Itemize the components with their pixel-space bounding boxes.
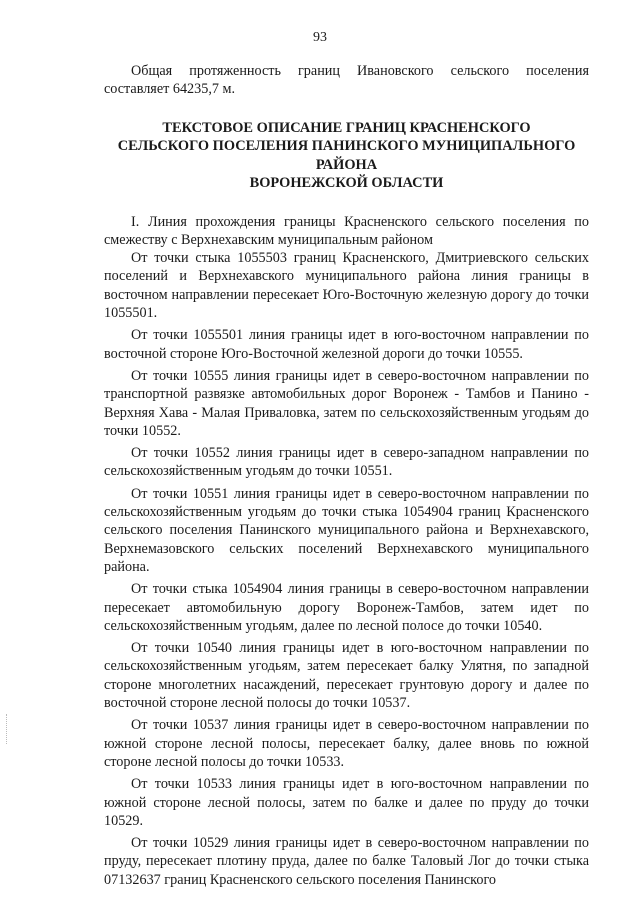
paragraph: От точки 10533 линия границы идет в юго-восточном направлении по южной стороне лесной полосы, затем по балке и далее по пруду до точки 10529. — [104, 776, 589, 829]
section-title: I. Линия прохождения границы Красненского сельского поселения по смежеству с Верхнехавским муниципальным районом — [104, 213, 589, 248]
paragraph: От точки стыка 1054904 линия границы в северо-восточном направлении пересекает автомобильную дорогу Воронеж-Тамбов, затем идет по сельскохозяйственным угодьям, далее по лесной полосе до точки 10540. — [104, 581, 589, 634]
paragraph: От точки 10537 линия границы идет в северо-восточном направлении по южной стороне лесной полосы, пересекает балку, далее вновь по южной стороне лесной полосы до точки 10533. — [104, 717, 589, 770]
document-body — [104, 62, 589, 893]
paragraph: От точки 10529 линия границы идет в северо-восточном направлении по пруду, пересекает плотину пруда, далее по балке Таловый Лог до точки стыка 07132637 границ Красненского сельского поселения Панинского — [104, 835, 589, 888]
paragraph: От точки 10555 линия границы идет в северо-восточном направлении по транспортной развязке автомобильных дорог Воронеж - Тамбов и Панино - Верхняя Хава - Малая Приваловка, затем по сельскохозяйственным угодьям до точки 10552. — [104, 367, 589, 439]
heading-line-1: ТЕКСТОВОЕ ОПИСАНИЕ ГРАНИЦ КРАСНЕНСКОГО — [162, 119, 531, 136]
paragraph: От точки стыка 1055503 границ Красненского, Дмитриевского сельских поселений и Верхнехавского муниципального района линия границы в восточном направлении пересекает Юго-Восточную железную дорогу до точки 1055501. — [104, 250, 589, 322]
paragraph: От точки 10540 линия границы идет в юго-восточном направлении по сельскохозяйственным угодьям, затем пересекает балку Улятня, по западной стороне многолетних насаждений, пересекает грунтовую дорогу и далее по восточной стороне лесной полосы до точки 10537. — [104, 640, 589, 712]
document-heading — [104, 119, 589, 193]
heading-line-2: СЕЛЬСКОГО ПОСЕЛЕНИЯ ПАНИНСКОГО МУНИЦИПАЛЬНОГО — [117, 138, 576, 155]
paragraph: От точки 1055501 линия границы идет в юго-восточном направлении по восточной стороне Юго-Восточной железной дороги до точки 10555. — [104, 327, 589, 362]
margin-mark — [6, 714, 9, 744]
paragraph: От точки 10551 линия границы идет в северо-восточном направлении по сельскохозяйственным угодьям до точки стыка 1054904 границ Красненского сельского поселения Панинского муниципального района и Верхнехавского, Верхнемазовского сельских поселений Верхнехавского муниципального района. — [104, 485, 589, 575]
paragraph: От точки 10552 линия границы идет в северо-западном направлении по сельскохозяйственным угодьям до точки 10551. — [104, 445, 589, 480]
heading-line-4: ВОРОНЕЖСКОЙ ОБЛАСТИ — [249, 175, 444, 192]
page-number: 93 — [313, 30, 327, 45]
intro-paragraph: Общая протяженность границ Ивановского сельского поселения составляет 64235,7 м. — [104, 63, 589, 98]
heading-line-3: РАЙОНА — [315, 156, 378, 173]
